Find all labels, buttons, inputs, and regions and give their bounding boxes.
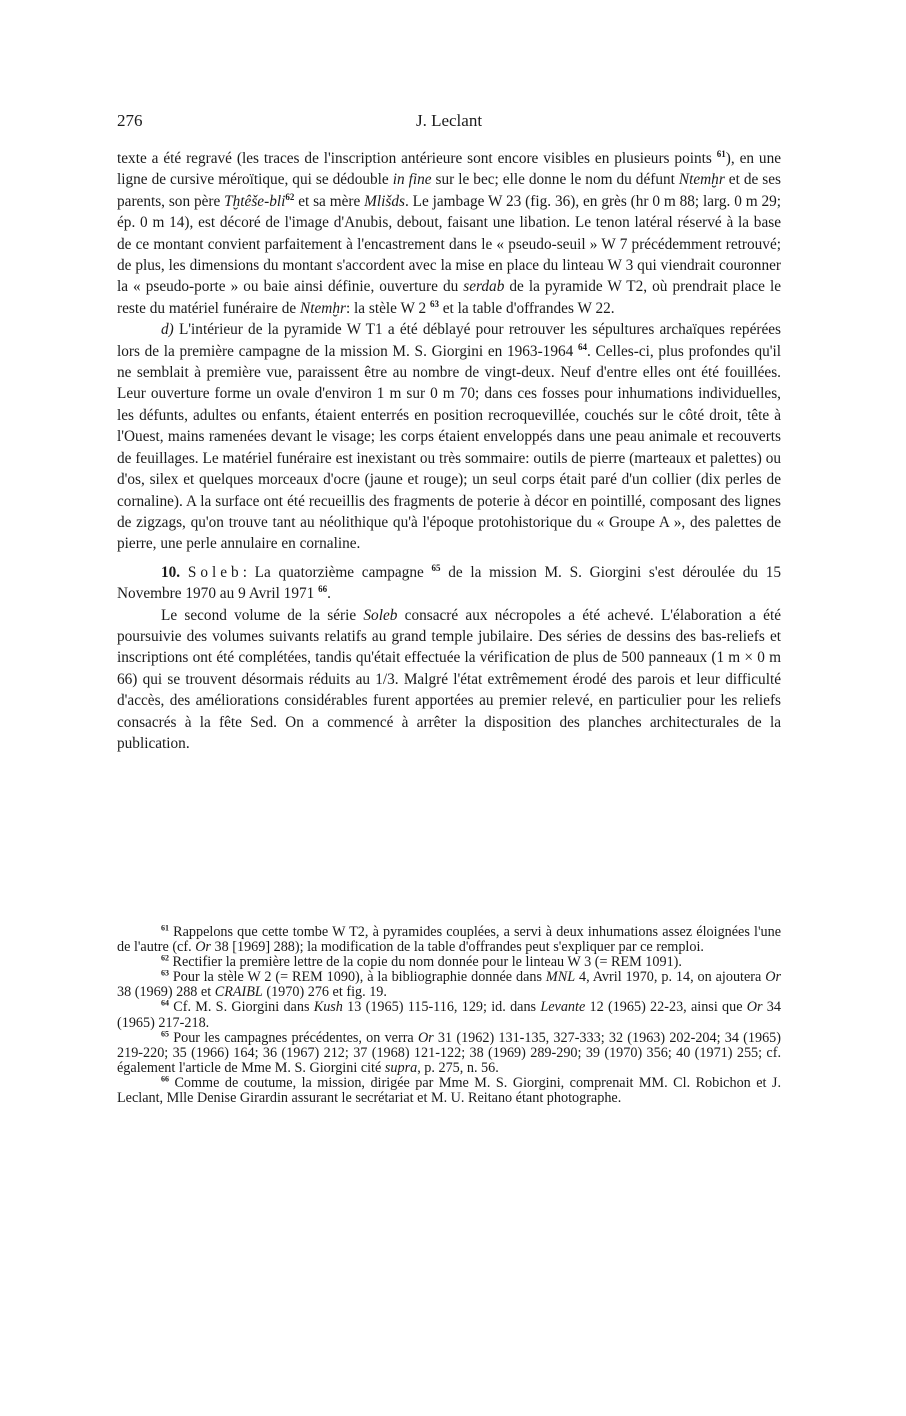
italic-name: Tḫtêše-bli xyxy=(224,192,286,210)
item-label: d) xyxy=(161,321,174,339)
italic-abbrev: supra xyxy=(384,1059,418,1076)
footnote-ref: 62 xyxy=(285,191,295,202)
text-run: L'intérieur de la pyramide W T1 a été déblayé pour retrouver les sépultures archaïques repérées lors de la première campagne de la mission M. S. Giorgini en 1963-1964 xyxy=(117,321,781,360)
paragraph-soleb xyxy=(117,605,781,755)
italic-abbrev: Or xyxy=(746,999,763,1016)
text-run: . Le jambage W 23 (fig. 36), en grès (hr 0 m 88; larg. 0 m 29; ép. 0 m 14), est décoré de l'image d'Anubis, debout, faisant une libation. Le tenon latéral réservé à la base de ce montant convient parfaitement à l'encastrement dans le « pseudo-seuil » W 7 précédemment retrouvé; de plus, les dimensions du montant s'accordent avec la mise en place du linteau W 3 qui viendrait couronner la « pseudo-porte » ou baie ainsi définie, ouverture du xyxy=(117,192,782,296)
text-run: et la table d'offrandes W 22. xyxy=(438,299,615,317)
footnote-number: 66 xyxy=(161,1074,169,1084)
text-run: sur le bec; elle donne le nom du défunt xyxy=(431,171,679,189)
paragraph-continued xyxy=(117,148,781,319)
footnote-number: 61 xyxy=(161,923,169,933)
text-run: : La quatorzième campagne xyxy=(242,563,432,581)
footnote-65 xyxy=(117,1028,781,1076)
paragraph-d xyxy=(117,319,781,554)
text-run: Cf. M. S. Giorgini dans xyxy=(169,999,314,1016)
text-run: Comme de coutume, la mission, dirigée par Mme M. S. Giorgini, comprenait MM. Cl. Robichon et J. Leclant, Mlle Denise Girardin assurant le secrétariat et M. U. Reitano étant photographe. xyxy=(117,1074,781,1107)
italic-abbrev: CRAIBL xyxy=(214,984,263,1001)
text-run: . xyxy=(327,585,331,603)
footnote-number: 62 xyxy=(161,953,169,963)
footnotes xyxy=(117,925,781,1106)
italic-abbrev: Or xyxy=(417,1029,434,1046)
footnote-ref: 65 xyxy=(431,562,441,573)
text-run: Pour les campagnes précédentes, on verra xyxy=(169,1029,418,1046)
text-run: de la pyramide W T2, où prendrait place le reste du matériel funéraire de xyxy=(117,278,782,317)
footnote-number: 65 xyxy=(161,1028,169,1038)
italic-name: Ntemḫr xyxy=(678,171,725,189)
footnote-64 xyxy=(117,1000,781,1030)
italic-name: Ntemḫr xyxy=(300,299,346,317)
footnote-number: 63 xyxy=(161,968,169,978)
text-run: Pour la stèle W 2 (= REM 1090), à la bibliographie donnée dans xyxy=(169,969,546,986)
page-number: 276 xyxy=(117,111,143,130)
section-number: 10. xyxy=(161,563,181,581)
text-run: 4, Avril 1970, p. 14, on ajoutera xyxy=(575,969,766,986)
text-run: et sa mère xyxy=(294,192,365,210)
text-run: texte a été regravé (les traces de l'inscription antérieure sont encore visibles en plusieurs points xyxy=(117,150,717,167)
text-run: ), en une ligne de cursive méroïtique, qui se dédouble xyxy=(117,150,782,189)
text-run: (1970) 276 et fig. 19. xyxy=(262,984,387,1001)
footnote-66 xyxy=(117,1076,781,1106)
text-run: et de ses parents, son père xyxy=(117,171,781,210)
footnote-ref: 64 xyxy=(577,341,587,352)
text-run: 31 (1962) 131-135, 327-333; 32 (1963) 202-204; 34 (1965) 219-220; 35 (1966) 164; 36 (1967) 212; 37 (1968) 121-122; 38 (1969) 289-290; 39 (1970) 356; 40 (1971) 255; cf. également l'article de Mme M. S. Giorgini cité xyxy=(117,1029,781,1076)
italic-abbrev: Or xyxy=(195,939,211,956)
footnote-ref: 66 xyxy=(318,584,328,595)
text-run: consacré aux nécropoles a été achevé. L'élaboration a été poursuivie des volumes suivants relatifs au grand temple jubilaire. Des séries de dessins des bas-reliefs et inscriptions ont été complétées, tandis qu'était effectuée la vérification de plus de 500 panneaux (1 m × 0 m 66) qui se trouvent désormais réduits au 1/3. Malgré l'état extrêmement érodé des parois et leur difficulté d'accès, des améliorations considérables furent apportées au premier relevé, en particulier pour les reliefs consacrés à la fête Sed. On a commencé à arrêter la disposition des planches architecturales de la publication. xyxy=(117,606,782,752)
italic-abbrev: Or xyxy=(765,969,781,986)
text-run: 13 (1965) 115-116, 129; id. dans xyxy=(342,999,541,1016)
text-run: Rectifier la première lettre de la copie du nom donnée pour le linteau W 3 (= REM 1091). xyxy=(169,954,682,971)
italic-title: Soleb xyxy=(363,606,398,624)
text-run: 38 (1969) 288 et xyxy=(117,984,215,1001)
text-run: . Celles-ci, plus profondes qu'il ne semblait à première vue, paraissent être au nombre de vingt-deux. Neuf d'entre elles ont été fouillées. Leur ouverture forme un ovale d'environ 1 m sur 0 m 70; dans ces fosses pour inhumations individuelles, les défunts, adultes ou enfants, étaient enterrés en position recroquevillée, couchés sur le côté droit, tête à l'Ouest, mains ramenées devant le visage; les corps étaient enveloppés dans une peau animale et recouverts de feuillages. Le matériel funéraire est inexistant ou très sommaire: outils de pierre (marteaux et palettes) ou d'os, silex et quelques morceaux d'ocre (jaune et rouge); un seul corps était paré d'un collier (dix perles de cornaline). A la surface ont été recueillis des fragments de poterie à décor en pointillé, composant des lignes de zigzags, qu'on trouve tant au néolithique qu'à l'époque protohistorique du « Groupe A », des palettes de pierre, une perle annulaire en cornaline. xyxy=(117,342,782,553)
italic-abbrev: Levante xyxy=(540,999,586,1016)
footnote-ref: 63 xyxy=(429,298,439,309)
text-run: , p. 275, n. 56. xyxy=(417,1059,499,1076)
italic-abbrev: MNL xyxy=(545,969,576,986)
italic-term: serdab xyxy=(463,278,505,296)
text-run: 12 (1965) 22-23, ainsi que xyxy=(585,999,747,1016)
running-head-author: J. Leclant xyxy=(415,111,483,130)
text-run: de la mission M. S. Giorgini s'est déroulée du 15 Novembre 1970 au 9 Avril 1971 xyxy=(117,563,782,603)
text-run: Le second volume de la série xyxy=(161,606,364,624)
footnote-number: 64 xyxy=(161,998,169,1008)
text-run: Rappelons que cette tombe W T2, à pyramides couplées, a servi à deux inhumations assez éloignées l'une de l'autre (cf. xyxy=(117,924,781,956)
section-place-name: Soleb xyxy=(187,563,243,581)
footnote-ref: 61 xyxy=(716,148,726,159)
footnote-63 xyxy=(117,970,781,1000)
text-run: 34 (1965) 217-218. xyxy=(117,999,781,1031)
italic-name: Mlišds xyxy=(364,192,405,210)
text-run: 38 [1969] 288); la modification de la table d'offrandes peut s'expliquer par ce remploi. xyxy=(210,939,704,956)
running-header xyxy=(117,111,781,135)
footnote-61 xyxy=(117,925,781,955)
text-run: : la stèle W 2 xyxy=(345,299,430,317)
italic-term: in fine xyxy=(392,171,432,189)
italic-abbrev: Kush xyxy=(313,999,343,1016)
main-text xyxy=(117,148,781,754)
section-10-heading-paragraph xyxy=(117,562,781,605)
